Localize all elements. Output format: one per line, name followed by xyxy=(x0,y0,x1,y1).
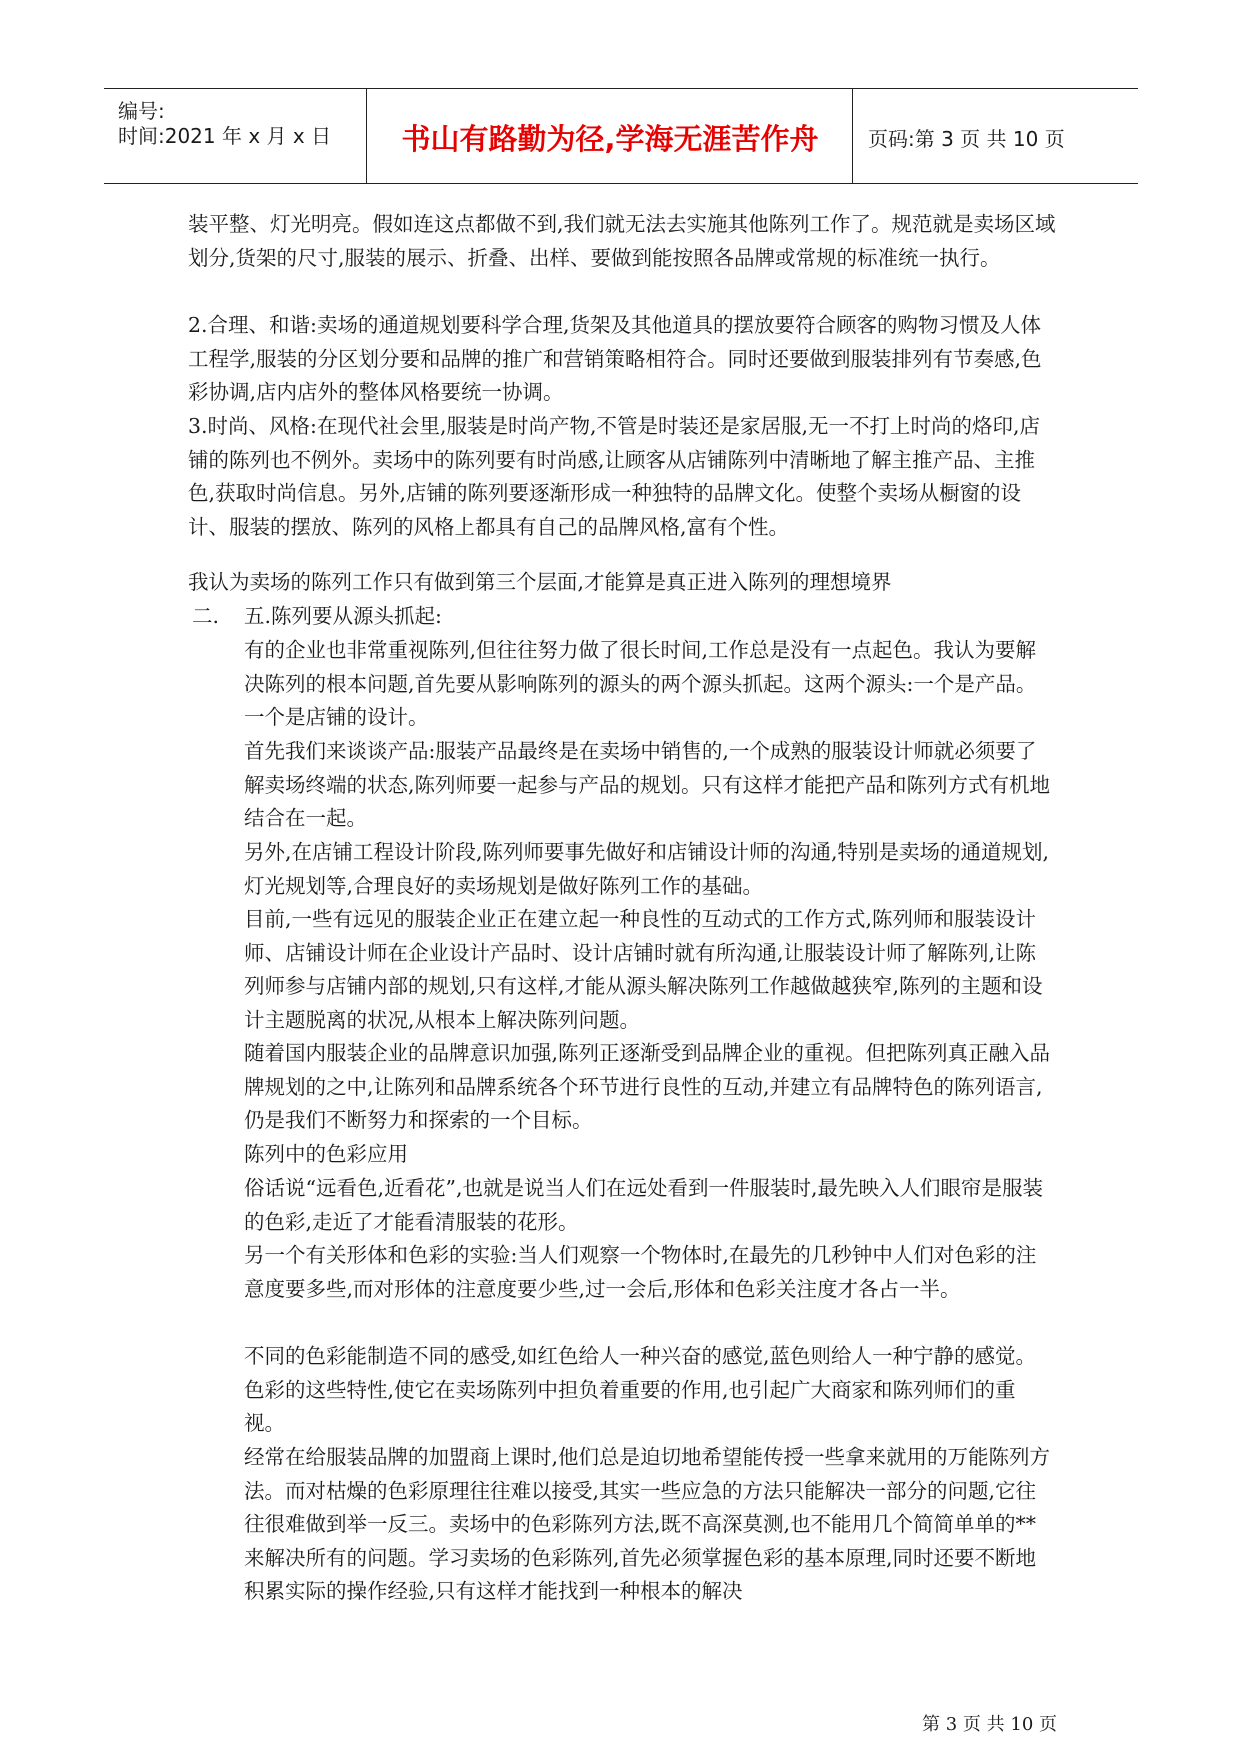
header-motto-cell xyxy=(368,89,853,183)
paragraph: 俗话说“远看色,近看花”,也就是说当人们在远处看到一件服装时,最先映入人们眼帘是服装的色彩,走近了才能看清服装的花形。 xyxy=(244,1176,1044,1234)
document-number-label: 编号: xyxy=(118,99,165,123)
paragraph: 不同的色彩能制造不同的感受,如红色给人一种兴奋的感觉,蓝色则给人一种宁静的感觉。色彩的这些特性,使它在卖场陈列中担负着重要的作用,也引起广大商家和陈列师们的重视。 xyxy=(244,1344,1037,1436)
section-number: 二. xyxy=(192,604,220,628)
paragraph: 目前,一些有远见的服装企业正在建立起一种良性的互动式的工作方式,陈列师和服装设计师、店铺设计师在企业设计产品时、设计店铺时就有所沟通,让服装设计师了解陈列,让陈列师参与店铺内部的规划,只有这样,才能从源头解决陈列工作越做越狭窄,陈列的主题和设计主题脱离的状况,从根本上解决陈列问题。 xyxy=(244,907,1043,1032)
paragraph: 首先我们来谈谈产品:服装产品最终是在卖场中销售的,一个成熟的服装设计师就必须要了解卖场终端的状态,陈列师要一起参与产品的规划。只有这样才能把产品和陈列方式有机地结合在一起。 xyxy=(244,739,1051,831)
paragraph: 另一个有关形体和色彩的实验:当人们观察一个物体时,在最先的几秒钟中人们对色彩的注意度要多些,而对形体的注意度要少些,过一会后,形体和色彩关注度才各占一半。 xyxy=(244,1243,1037,1301)
paragraph: 经常在给服装品牌的加盟商上课时,他们总是迫切地希望能传授一些拿来就用的万能陈列方法。而对枯燥的色彩原理往往难以接受,其实一些应急的方法只能解决一部分的问题,它往往很难做到举一反三。卖场中的色彩陈列方法,既不高深莫测,也不能用几个简简单单的**来解决所有的问题。学习卖场的色彩陈列,首先必须掌握色彩的基本原理,同时还要不断地积累实际的操作经验,只有这样才能找到一种根本的解决 xyxy=(244,1445,1051,1604)
header-page-cell xyxy=(854,89,1138,183)
paragraph: 随着国内服装企业的品牌意识加强,陈列正逐渐受到品牌企业的重视。但把陈列真正融入品牌规划的之中,让陈列和品牌系统各个环节进行良性的互动,并建立有品牌特色的陈列语言,仍是我们不断努力和探索的一个目标。 xyxy=(244,1041,1051,1133)
subheading: 陈列中的色彩应用 xyxy=(244,1142,408,1166)
page-header xyxy=(104,88,1138,184)
paragraph: 有的企业也非常重视陈列,但往往努力做了很长时间,工作总是没有一点起色。我认为要解决陈列的根本问题,首先要从影响陈列的源头的两个源头抓起。这两个源头:一个是产品。一个是店铺的设计。 xyxy=(244,638,1037,730)
paragraph: 3.时尚、风格:在现代社会里,服装是时尚产物,不管是时装还是家居服,无一不打上时尚的烙印,店铺的陈列也不例外。卖场中的陈列要有时尚感,让顾客从店铺陈列中清晰地了解主推产品、主推色,获取时尚信息。另外,店铺的陈列要逐渐形成一种独特的品牌文化。使整个卖场从橱窗的设计、服装的摆放、陈列的风格上都具有自己的品牌风格,富有个性。 xyxy=(188,414,1041,539)
paragraph: 另外,在店铺工程设计阶段,陈列师要事先做好和店铺设计师的沟通,特别是卖场的通道规划,灯光规划等,合理良好的卖场规划是做好陈列工作的基础。 xyxy=(244,840,1050,898)
header-motto: 书山有路勤为径,学海无涯苦作舟 xyxy=(401,122,819,156)
document-time-label: 时间:2021 年 x 月 x 日 xyxy=(118,124,332,148)
header-meta-cell xyxy=(104,89,367,183)
paragraph: 我认为卖场的陈列工作只有做到第三个层面,才能算是真正进入陈列的理想境界 xyxy=(188,570,892,594)
header-page-number: 页码:第 3 页 共 10 页 xyxy=(868,127,1065,151)
section-heading: 五.陈列要从源头抓起: xyxy=(244,604,442,628)
paragraph: 2.合理、和谐:卖场的通道规划要科学合理,货架及其他道具的摆放要符合顾客的购物习惯及人体工程学,服装的分区划分要和品牌的推广和营销策略相符合。同时还要做到服装排列有节奏感,色彩协调,店内店外的整体风格要统一协调。 xyxy=(188,313,1042,405)
paragraph: 装平整、灯光明亮。假如连这点都做不到,我们就无法去实施其他陈列工作了。规范就是卖场区域划分,货架的尺寸,服装的展示、折叠、出样、要做到能按照各品牌或常规的标准统一执行。 xyxy=(188,212,1056,270)
page-footer-number: 第 3 页 共 10 页 xyxy=(922,1714,1057,1735)
